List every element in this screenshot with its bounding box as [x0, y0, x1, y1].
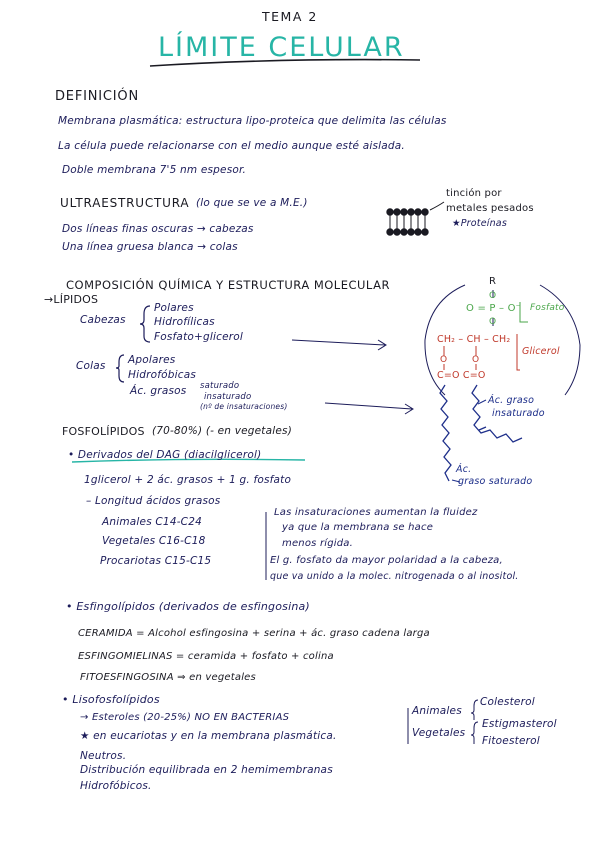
ac-sat-label-2: graso saturado — [458, 476, 533, 487]
fosfolipidos-note-4: El g. fosfato da mayor polaridad a la cabeza, — [270, 555, 503, 566]
ceramida-line: CERAMIDA = Alcohol esfingosina + serina + ác. graso cadena larga — [78, 628, 430, 639]
esfingolipidos-heading: • Esfingolípidos (derivados de esfingosina) — [66, 600, 310, 613]
ac-grasos-label: Ác. grasos — [130, 385, 187, 397]
esteroles-line: → Esteroles (20-25%) NO EN BACTERIAS — [80, 712, 290, 723]
cabezas-item-3: Fosfato+glicerol — [154, 331, 243, 343]
fitoesfingosina-line: FITOESFINGOSINA ⇒ en vegetales — [80, 672, 256, 683]
tema-label: TEMA 2 — [262, 9, 318, 24]
saturado-label: saturado — [200, 381, 240, 391]
insaturado-label: insaturado — [204, 392, 252, 402]
ac-sat-label-1: Ác. — [456, 464, 472, 475]
colas-item-1: Apolares — [128, 354, 176, 366]
estigmasterol-label: Estigmasterol — [482, 718, 557, 730]
definicion-heading: DEFINICIÓN — [55, 89, 139, 104]
molecule-o-left: O — [440, 355, 448, 365]
longitud-animales: Animales C14-C24 — [102, 516, 202, 528]
brace-cabezas — [140, 306, 150, 342]
longitud-vegetales: Vegetales C16-C18 — [102, 535, 206, 547]
insat-note: (nº de insaturaciones) — [200, 402, 288, 411]
lisofosfolipidos-line-3: Neutros. — [80, 750, 127, 762]
ac-insat-label-1: Ác. graso — [488, 395, 535, 406]
stain-note-3: ★Proteínas — [452, 218, 507, 229]
esteroles-vegetales: Vegetales — [412, 727, 466, 739]
fitoesterol-label: Fitoesterol — [482, 735, 540, 747]
molecule-r: R — [489, 276, 497, 287]
fosfolipidos-note-2: ya que la membrana se hace — [282, 522, 434, 533]
cabezas-label: Cabezas — [80, 314, 126, 326]
molecule-o-right: O — [472, 355, 480, 365]
fosfolipidos-note-5: que va unido a la molec. nitrogenada o al inositol. — [270, 571, 519, 582]
ultraestructura-line-1: Dos líneas finas oscuras → cabezas — [62, 223, 254, 235]
cabezas-item-2: Hidrofílicas — [154, 316, 215, 328]
glicerol-label: Glicerol — [522, 346, 560, 357]
lisofosfolipidos-line-2: ★ en eucariotas y en la membrana plasmática. — [80, 730, 337, 742]
fosfato-label: Fosfato — [530, 303, 565, 313]
arrow-cabezas — [292, 340, 386, 350]
bilayer-icon — [387, 209, 428, 235]
molecule-phosphate: O = P – O⁻ — [466, 303, 522, 314]
ultraestructura-note: (lo que se ve a M.E.) — [196, 197, 308, 209]
fatty-acid-saturated — [440, 385, 451, 481]
stain-note-2: metales pesados — [446, 203, 534, 214]
esfingomielinas-line: ESFINGOMIELINAS = ceramida + fosfato + colina — [78, 651, 334, 662]
dag-formula: 1glicerol + 2 ác. grasos + 1 g. fosfato — [84, 474, 292, 486]
definicion-line-2: La célula puede relacionarse con el medio aunque esté aislada. — [58, 140, 405, 152]
lisofosfolipidos-line-5: Hidrofóbicos. — [80, 780, 152, 792]
lisofosfolipidos-line-4: Distribución equilibrada en 2 hemimembranas — [80, 764, 333, 776]
ultraestructura-line-2: Una línea gruesa blanca → colas — [62, 241, 238, 253]
carbonyl-row: C=O C=O — [437, 370, 486, 381]
definicion-line-1: Membrana plasmática: estructura lipo-proteica que delimita las células — [58, 115, 447, 127]
fosfolipidos-pct: (70-80%) (- en vegetales) — [152, 425, 292, 437]
fosfolipidos-note-3: menos rígida. — [282, 538, 354, 549]
fosfolipidos-note-1: Las insaturaciones aumentan la fluidez — [274, 507, 478, 518]
definicion-line-3: Doble membrana 7'5 nm espesor. — [62, 164, 247, 176]
brace-colas — [116, 355, 124, 382]
arrow-colas — [325, 403, 413, 414]
ac-insat-label-2: insaturado — [492, 408, 545, 419]
stain-note-1: tinción por — [446, 188, 502, 199]
molecule-o-top: O — [489, 291, 497, 301]
glycerol-row: CH₂ – CH – CH₂ — [437, 334, 511, 345]
colas-item-2: Hidrofóbicas — [128, 369, 196, 381]
longitud-heading: – Longitud ácidos grasos — [86, 495, 221, 507]
colas-label: Colas — [76, 360, 106, 372]
page-title: LÍMITE CELULAR — [158, 32, 405, 63]
esteroles-animales: Animales — [412, 705, 462, 717]
ultraestructura-heading: ULTRAESTRUCTURA — [60, 196, 190, 210]
lisofosfolipidos-heading: • Lisofosfolípidos — [62, 693, 160, 706]
composicion-heading: COMPOSICIÓN QUÍMICA Y ESTRUCTURA MOLECULAR — [66, 278, 390, 292]
dag-heading: • Derivados del DAG (diacilglicerol) — [68, 449, 262, 461]
cabezas-item-1: Polares — [154, 302, 194, 314]
longitud-procariotas: Procariotas C15-C15 — [100, 555, 212, 567]
lipidos-label: →LÍPIDOS — [44, 293, 99, 306]
fosfolipidos-heading: FOSFOLÍPIDOS — [62, 425, 145, 438]
molecule-o-mid: O — [489, 317, 497, 327]
colesterol-label: Colesterol — [480, 696, 535, 708]
